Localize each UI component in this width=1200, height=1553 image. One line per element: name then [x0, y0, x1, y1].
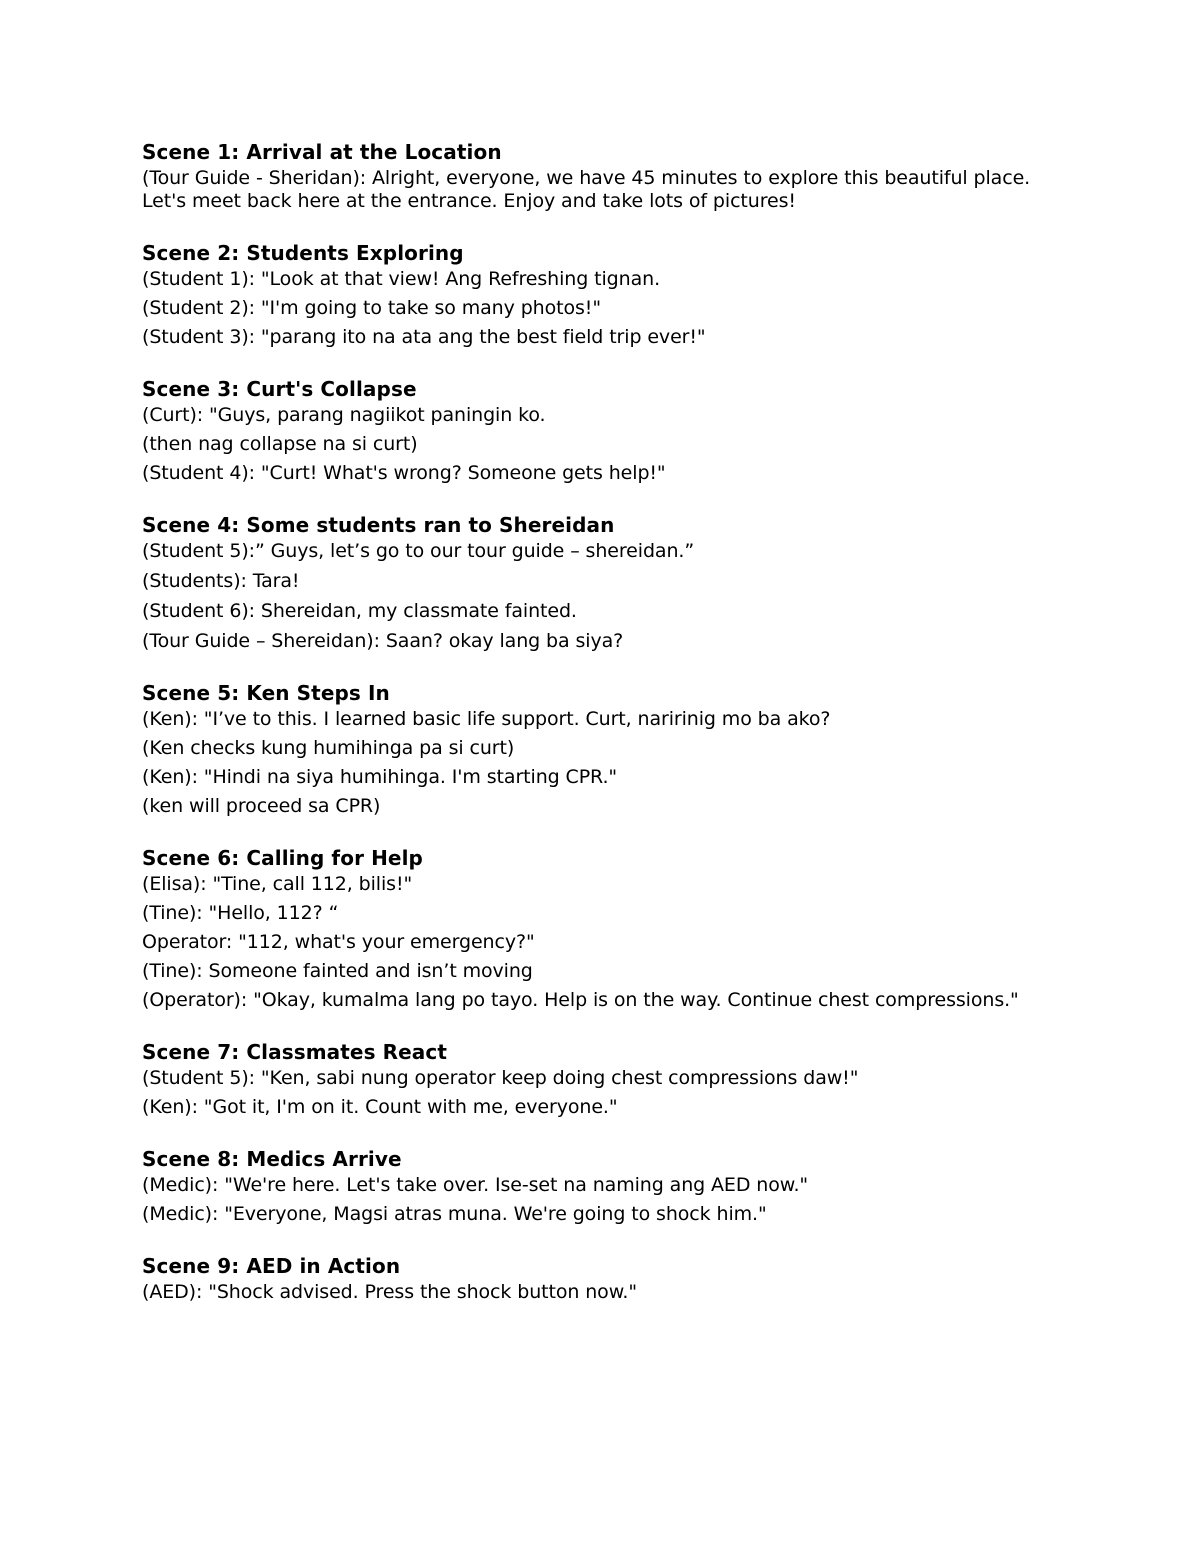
dialogue-line: (Medic): "We're here. Let's take over. Ise-set na naming ang AED now." — [142, 1174, 809, 1196]
scene-4 — [142, 512, 1042, 653]
scene-heading: Scene 2: Students Exploring — [142, 241, 464, 265]
scene-5 — [142, 680, 1042, 818]
dialogue-line: (Tour Guide - Sheridan): Alright, everyone, we have 45 minutes to explore this beautiful place. Let's meet back here at the entrance. Enjoy and take lots of pictures! — [142, 167, 1031, 212]
stage-direction: (ken will proceed sa CPR) — [142, 795, 381, 817]
scene-3 — [142, 376, 1042, 485]
dialogue-line: (Ken): "I’ve to this. I learned basic life support. Curt, naririnig mo ba ako? — [142, 708, 831, 730]
scene-9 — [142, 1253, 1042, 1304]
document-page — [142, 139, 1042, 1331]
scene-heading: Scene 6: Calling for Help — [142, 846, 423, 870]
scene-2 — [142, 240, 1042, 349]
dialogue-line: (Tine): Someone fainted and isn’t moving — [142, 960, 533, 982]
dialogue-line: Operator: "112, what's your emergency?" — [142, 931, 535, 953]
dialogue-line: (Student 6): Shereidan, my classmate fainted. — [142, 600, 577, 622]
dialogue-line: (Student 5): "Ken, sabi nung operator keep doing chest compressions daw!" — [142, 1067, 859, 1089]
dialogue-line: (Curt): "Guys, parang nagiikot paningin ko. — [142, 404, 546, 426]
scene-8 — [142, 1146, 1042, 1226]
dialogue-line: (Ken): "Got it, I'm on it. Count with me, everyone." — [142, 1096, 618, 1118]
scene-6 — [142, 845, 1042, 1012]
dialogue-line: (Student 3): "parang ito na ata ang the best field trip ever!" — [142, 326, 706, 348]
dialogue-line: (Student 5):” Guys, let’s go to our tour guide – shereidan.” — [142, 540, 695, 562]
scene-heading: Scene 7: Classmates React — [142, 1040, 448, 1064]
dialogue-line: (Ken): "Hindi na siya humihinga. I'm starting CPR." — [142, 766, 618, 788]
scene-heading: Scene 1: Arrival at the Location — [142, 140, 502, 164]
scene-heading: Scene 9: AED in Action — [142, 1254, 401, 1278]
dialogue-line: (AED): "Shock advised. Press the shock button now." — [142, 1281, 637, 1303]
dialogue-line: (Student 1): "Look at that view! Ang Refreshing tignan. — [142, 268, 661, 290]
scene-7 — [142, 1039, 1042, 1119]
scene-heading: Scene 5: Ken Steps In — [142, 681, 390, 705]
dialogue-line: (Tine): "Hello, 112? “ — [142, 902, 339, 924]
stage-direction: (Ken checks kung humihinga pa si curt) — [142, 737, 515, 759]
scene-heading: Scene 3: Curt's Collapse — [142, 377, 417, 401]
dialogue-line: (Tour Guide – Shereidan): Saan? okay lang ba siya? — [142, 630, 624, 652]
dialogue-line: (Elisa): "Tine, call 112, bilis!" — [142, 873, 413, 895]
dialogue-line: (Operator): "Okay, kumalma lang po tayo. Help is on the way. Continue chest compressions." — [142, 989, 1019, 1011]
dialogue-line: (Student 2): "I'm going to take so many photos!" — [142, 297, 601, 319]
stage-direction: (then nag collapse na si curt) — [142, 433, 418, 455]
scene-1 — [142, 139, 1042, 213]
dialogue-line: (Medic): "Everyone, Magsi atras muna. We're going to shock him." — [142, 1203, 767, 1225]
scene-heading: Scene 8: Medics Arrive — [142, 1147, 402, 1171]
dialogue-line: (Students): Tara! — [142, 570, 300, 592]
dialogue-line: (Student 4): "Curt! What's wrong? Someone gets help!" — [142, 462, 666, 484]
scene-heading: Scene 4: Some students ran to Shereidan — [142, 513, 615, 537]
